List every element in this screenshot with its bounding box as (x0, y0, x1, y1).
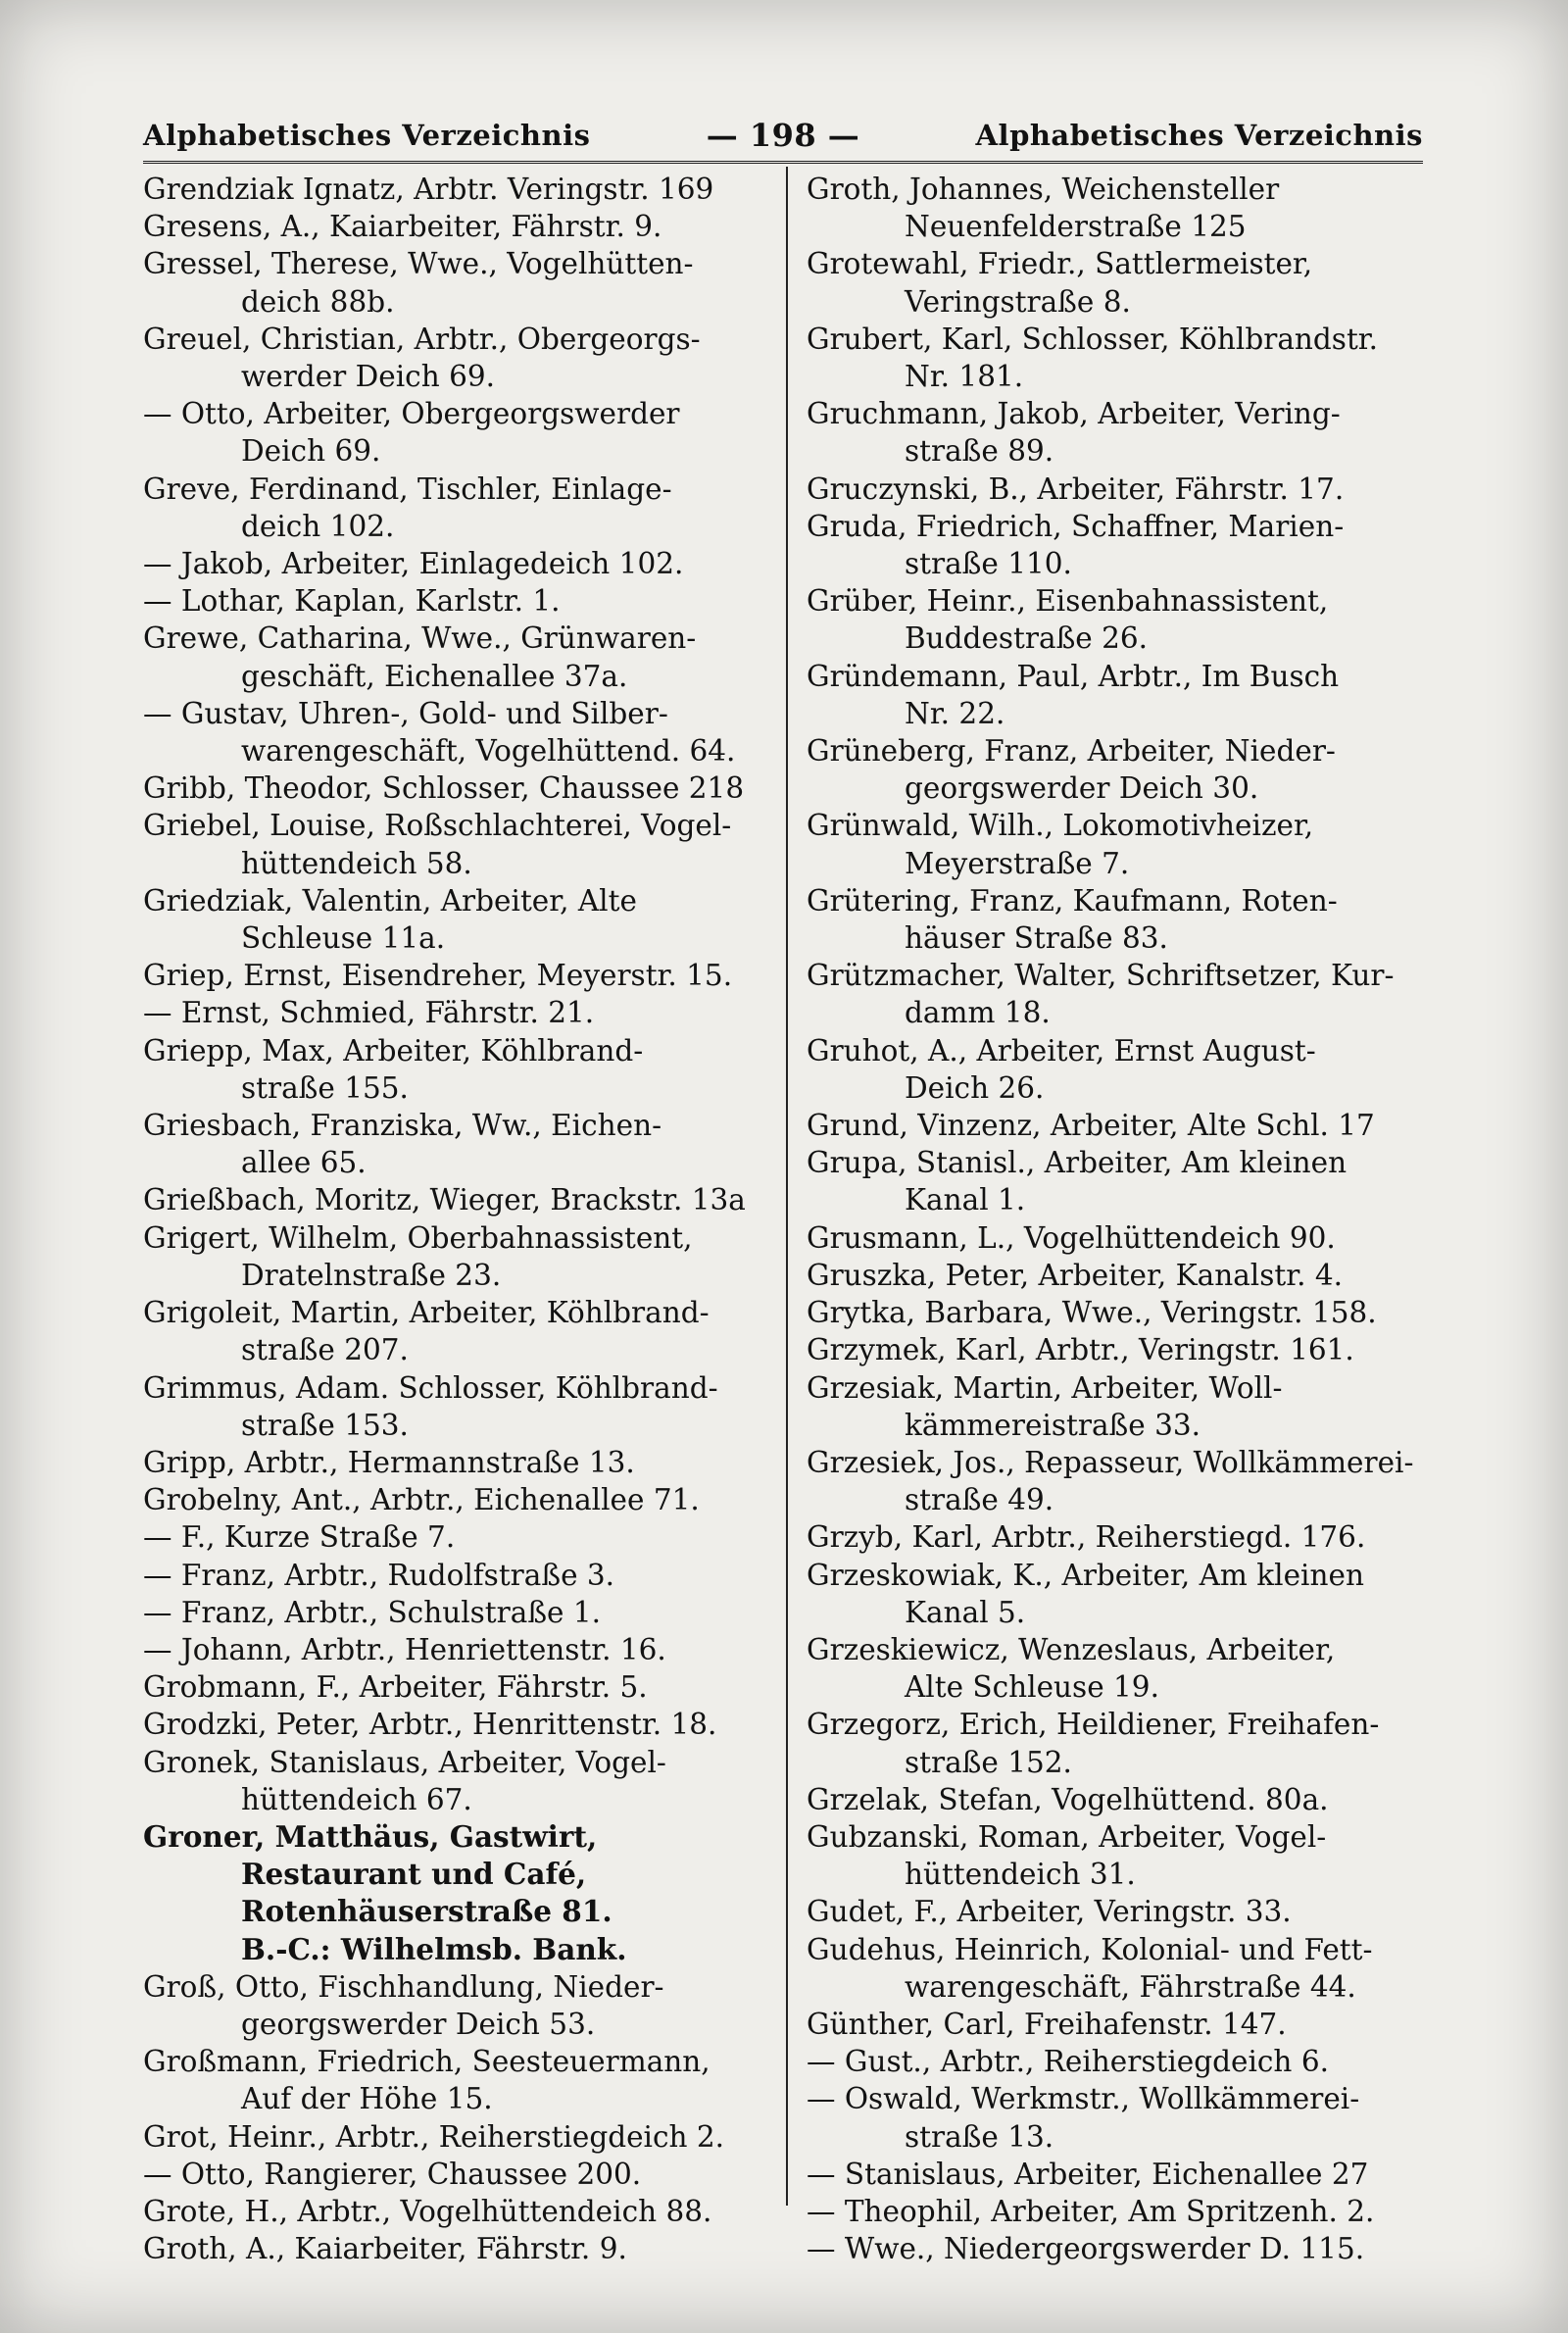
directory-entry (807, 658, 1434, 732)
entry-continuation-line: Nr. 22. (905, 696, 1005, 730)
entry-line: Gudehus, Heinrich, Kolonial- und Fett- (807, 1932, 1373, 1966)
directory-entry (807, 1032, 1434, 1107)
entry-line: Grytka, Barbara, Wwe., Veringstr. 158. (807, 1296, 1377, 1330)
directory-entry (143, 1744, 770, 1818)
directory-entry (807, 882, 1434, 957)
column-divider (786, 167, 788, 2206)
entry-line: Günther, Carl, Freihafenstr. 147. (807, 2007, 1287, 2041)
entry-line: Grodzki, Peter, Arbtr., Henrittenstr. 18. (143, 1708, 717, 1742)
entry-line: Gruhot, A., Arbeiter, Ernst August- (807, 1033, 1316, 1067)
directory-entry (143, 1706, 770, 1743)
entry-continuation-line: Deich 69. (241, 434, 381, 469)
directory-entry (807, 1294, 1434, 1331)
entry-line: Grzeskowiak, K., Arbeiter, Am kleinen (807, 1558, 1364, 1592)
directory-entry (807, 2043, 1434, 2080)
directory-entry (143, 1032, 770, 1107)
entry-line: Gripp, Arbtr., Hermannstraße 13. (143, 1445, 635, 1479)
entry-line: — Ernst, Schmied, Fährstr. 21. (143, 996, 595, 1030)
directory-entry (143, 1557, 770, 1594)
entry-line: Gruchmann, Jakob, Arbeiter, Vering- (807, 397, 1341, 431)
directory-entry (143, 994, 770, 1031)
entry-line: Grüber, Heinr., Eisenbahnassistent, (807, 584, 1329, 619)
directory-entry (143, 208, 770, 245)
directory-entry (143, 1219, 770, 1294)
directory-entry (807, 1107, 1434, 1144)
entry-continuation-line: Restaurant und Café, (241, 1857, 587, 1892)
entry-line: — Stanislaus, Arbeiter, Eichenallee 27 (807, 2157, 1369, 2191)
directory-entry (143, 695, 770, 769)
directory-entry (143, 1294, 770, 1368)
entry-line: Grubert, Karl, Schlosser, Köhlbrandstr. (807, 322, 1379, 356)
entry-line: Grießbach, Moritz, Wieger, Brackstr. 13a (143, 1183, 746, 1217)
directory-entry (143, 620, 770, 694)
directory-entry (807, 321, 1434, 395)
entry-continuation-line: werder Deich 69. (241, 360, 495, 394)
entry-line: — F., Kurze Straße 7. (143, 1520, 456, 1555)
entry-line: Griepp, Max, Arbeiter, Köhlbrand- (143, 1033, 644, 1067)
entry-line: Greuel, Christian, Arbtr., Obergeorgs- (143, 322, 701, 356)
entry-line: Grzymek, Karl, Arbtr., Veringstr. 161. (807, 1333, 1354, 1367)
directory-entry (807, 957, 1434, 1031)
directory-entry (143, 321, 770, 395)
directory-entry (143, 2230, 770, 2267)
directory-entry (807, 1331, 1434, 1368)
entry-continuation-line: straße 110. (905, 547, 1072, 581)
directory-entry (143, 1518, 770, 1556)
entry-line: Griesbach, Franziska, Ww., Eichen- (143, 1109, 662, 1143)
entry-line: Gruszka, Peter, Arbeiter, Kanalstr. 4. (807, 1258, 1343, 1292)
entry-line: Greve, Ferdinand, Tischler, Einlage- (143, 472, 672, 506)
directory-entry (143, 2043, 770, 2117)
entry-continuation-line: hüttendeich 58. (241, 846, 472, 880)
entry-line: Grzeskiewicz, Wenzeslaus, Arbeiter, (807, 1632, 1336, 1666)
entry-continuation-line: Kanal 5. (905, 1595, 1026, 1629)
entry-line: — Gustav, Uhren-, Gold- und Silber- (143, 696, 668, 730)
entry-continuation-line: kämmereistraße 33. (905, 1408, 1201, 1442)
entry-line: Grzelak, Stefan, Vogelhüttend. 80a. (807, 1782, 1329, 1816)
entry-continuation-line: hüttendeich 31. (905, 1858, 1136, 1892)
entry-continuation-line: warengeschäft, Vogelhüttend. 64. (241, 734, 736, 769)
entry-line: — Otto, Arbeiter, Obergeorgswerder (143, 397, 680, 431)
directory-entry (143, 769, 770, 807)
entry-line: Grimmus, Adam. Schlosser, Köhlbrand- (143, 1370, 718, 1405)
entry-continuation-line: Neuenfelderstraße 125 (905, 210, 1247, 244)
entry-continuation-line: häuser Straße 83. (905, 921, 1168, 956)
directory-entry (807, 2156, 1434, 2193)
directory-entry (143, 2156, 770, 2193)
directory-entry (143, 807, 770, 881)
directory-entry (807, 1557, 1434, 1631)
entry-continuation-line: Deich 26. (905, 1070, 1045, 1105)
running-header (143, 110, 1423, 161)
entry-continuation-line: Veringstraße 8. (905, 284, 1131, 319)
entry-line: Gressel, Therese, Wwe., Vogelhütten- (143, 247, 694, 281)
entry-line: Grund, Vinzenz, Arbeiter, Alte Schl. 17 (807, 1109, 1375, 1143)
header-right-title: Alphabetisches Verzeichnis (975, 119, 1423, 152)
entry-line: — Johann, Arbtr., Henriettenstr. 16. (143, 1632, 666, 1666)
directory-entry (807, 2080, 1434, 2155)
entry-line: Gubzanski, Roman, Arbeiter, Vogel- (807, 1819, 1327, 1854)
entry-line: Grzesiak, Martin, Arbeiter, Woll- (807, 1370, 1283, 1405)
entry-continuation-line: Auf der Höhe 15. (241, 2082, 493, 2116)
right-column (807, 171, 1434, 2267)
entry-line: — Oswald, Werkmstr., Wollkämmerei- (807, 2082, 1360, 2116)
directory-entry (143, 957, 770, 994)
directory-entry (807, 1219, 1434, 1257)
directory-entry (143, 1481, 770, 1518)
entry-line: Grobelny, Ant., Arbtr., Eichenallee 71. (143, 1483, 700, 1517)
entry-line: Grobmann, F., Arbeiter, Fährstr. 5. (143, 1670, 648, 1705)
entry-continuation-line: straße 153. (241, 1408, 409, 1442)
entry-line: Grendziak Ignatz, Arbtr. Veringstr. 169 (143, 173, 714, 206)
entry-line: Griedziak, Valentin, Arbeiter, Alte (143, 883, 637, 918)
directory-entry (807, 471, 1434, 508)
entry-line: Grote, H., Arbtr., Vogelhüttendeich 88. (143, 2194, 712, 2228)
directory-entry (807, 395, 1434, 470)
entry-line: Gudet, F., Arbeiter, Veringstr. 33. (807, 1895, 1292, 1929)
entry-line: Groß, Otto, Fischhandlung, Nieder- (143, 1969, 664, 2004)
entry-line: Gresens, A., Kaiarbeiter, Fährstr. 9. (143, 210, 662, 244)
directory-entry (143, 1968, 770, 2043)
entry-continuation-line: geschäft, Eichenallee 37a. (241, 659, 628, 693)
entry-continuation-line: hüttendeich 67. (241, 1782, 472, 1816)
entry-continuation-line: straße 89. (905, 434, 1054, 469)
entry-line: Gronek, Stanislaus, Arbeiter, Vogel- (143, 1745, 666, 1779)
directory-entry (807, 1706, 1434, 1780)
entry-continuation-line: Kanal 1. (905, 1183, 1026, 1217)
entry-line: — Franz, Arbtr., Schulstraße 1. (143, 1595, 602, 1629)
directory-entry (143, 1631, 770, 1668)
entry-line: — Jakob, Arbeiter, Einlagedeich 102. (143, 547, 684, 581)
entry-line: Gruczynski, B., Arbeiter, Fährstr. 17. (807, 472, 1345, 506)
entry-continuation-line: straße 152. (905, 1745, 1072, 1779)
entry-continuation-line: georgswerder Deich 30. (905, 771, 1259, 806)
entry-line: — Franz, Arbtr., Rudolfstraße 3. (143, 1558, 615, 1592)
directory-entry (807, 1369, 1434, 1444)
entry-line: Grüneberg, Franz, Arbeiter, Nieder- (807, 734, 1336, 769)
directory-entry (143, 2118, 770, 2156)
directory-entry (807, 2006, 1434, 2043)
directory-entry (807, 732, 1434, 807)
entry-line: Groth, Johannes, Weichensteller (807, 173, 1280, 206)
entry-line: Gründemann, Paul, Arbtr., Im Busch (807, 659, 1340, 693)
directory-entry (143, 1668, 770, 1706)
entry-continuation-line: straße 13. (905, 2119, 1054, 2154)
directory-entry (807, 1631, 1434, 1706)
directory-entry (807, 582, 1434, 657)
directory-entry (807, 1931, 1434, 2006)
entry-line: — Wwe., Niedergeorgswerder D. 115. (807, 2232, 1365, 2266)
directory-entry (143, 395, 770, 470)
entry-line: Grotewahl, Friedr., Sattlermeister, (807, 247, 1313, 281)
directory-entry (143, 1594, 770, 1631)
directory-entry (807, 2193, 1434, 2230)
entry-line: Gruda, Friedrich, Schaffner, Marien- (807, 509, 1345, 543)
entry-continuation-line: Rotenhäuserstraße 81. (241, 1894, 612, 1929)
directory-entry (807, 171, 1434, 245)
entry-line: — Lothar, Kaplan, Karlstr. 1. (143, 584, 561, 619)
entry-line: — Gust., Arbtr., Reiherstiegdeich 6. (807, 2045, 1329, 2079)
entry-line: Grzesiek, Jos., Repasseur, Wollkämmerei- (807, 1445, 1414, 1479)
entry-line: Griep, Ernst, Eisendreher, Meyerstr. 15. (143, 959, 733, 993)
directory-entry (807, 1818, 1434, 1893)
directory-entry (143, 582, 770, 620)
entry-line: Groner, Matthäus, Gastwirt, (143, 1818, 598, 1854)
header-left-title: Alphabetisches Verzeichnis (143, 119, 591, 152)
entry-line: — Theophil, Arbeiter, Am Spritzenh. 2. (807, 2194, 1375, 2228)
directory-entry (143, 1818, 770, 1968)
directory-entry (807, 2230, 1434, 2267)
entry-line: Groth, A., Kaiarbeiter, Fährstr. 9. (143, 2232, 627, 2266)
entry-continuation-line: B.-C.: Wilhelmsb. Bank. (241, 1931, 627, 1966)
entry-continuation-line: straße 155. (241, 1070, 409, 1105)
entry-line: Grewe, Catharina, Wwe., Grünwaren- (143, 621, 697, 656)
directory-entry (807, 1893, 1434, 1930)
directory-entry (143, 545, 770, 582)
entry-continuation-line: Schleuse 11a. (241, 921, 446, 956)
entry-line: Grot, Heinr., Arbtr., Reiherstiegdeich 2. (143, 2119, 725, 2154)
entry-continuation-line: Meyerstraße 7. (905, 846, 1130, 880)
entry-continuation-line: damm 18. (905, 996, 1051, 1030)
entry-line: Grupa, Stanisl., Arbeiter, Am kleinen (807, 1146, 1348, 1180)
directory-entry (143, 1444, 770, 1481)
directory-entry (807, 1257, 1434, 1294)
entry-line: Grusmann, L., Vogelhüttendeich 90. (807, 1220, 1336, 1255)
directory-entry (143, 245, 770, 320)
directory-entry (143, 882, 770, 957)
entry-line: Grigert, Wilhelm, Oberbahnassistent, (143, 1220, 693, 1255)
directory-entry (143, 1181, 770, 1218)
directory-entry (143, 471, 770, 545)
entry-line: Gribb, Theodor, Schlosser, Chaussee 218 (143, 771, 745, 806)
entry-continuation-line: allee 65. (241, 1146, 367, 1180)
entry-continuation-line: deich 88b. (241, 284, 395, 319)
directory-entry (807, 245, 1434, 320)
entry-continuation-line: straße 49. (905, 1483, 1054, 1517)
page-number: — 198 — (706, 117, 860, 154)
entry-line: Griebel, Louise, Roßschlachterei, Vogel- (143, 809, 732, 843)
entry-continuation-line: Nr. 181. (905, 360, 1024, 394)
directory-entry (807, 1444, 1434, 1518)
entry-line: — Otto, Rangierer, Chaussee 200. (143, 2157, 642, 2191)
entry-continuation-line: deich 102. (241, 509, 395, 543)
directory-entry (807, 1518, 1434, 1556)
entry-line: Grütering, Franz, Kaufmann, Roten- (807, 883, 1338, 918)
entry-line: Grzyb, Karl, Arbtr., Reiherstiegd. 176. (807, 1520, 1366, 1555)
directory-entry (807, 1144, 1434, 1218)
directory-entry (143, 1107, 770, 1181)
entry-continuation-line: Alte Schleuse 19. (905, 1670, 1159, 1705)
entry-line: Großmann, Friedrich, Seesteuermann, (143, 2045, 710, 2079)
entry-continuation-line: Buddestraße 26. (905, 621, 1149, 656)
entry-line: Grigoleit, Martin, Arbeiter, Köhlbrand- (143, 1296, 710, 1330)
entry-continuation-line: straße 207. (241, 1333, 409, 1367)
directory-entry (143, 171, 770, 208)
entry-continuation-line: warengeschäft, Fährstraße 44. (905, 1969, 1356, 2004)
directory-entry (807, 807, 1434, 881)
entry-continuation-line: Dratelnstraße 23. (241, 1258, 502, 1292)
left-column (143, 171, 770, 2267)
entry-line: Grützmacher, Walter, Schriftsetzer, Kur- (807, 959, 1395, 993)
entry-line: Grünwald, Wilh., Lokomotivheizer, (807, 809, 1314, 843)
entry-continuation-line: georgswerder Deich 53. (241, 2007, 596, 2041)
entry-line: Grzegorz, Erich, Heildiener, Freihafen- (807, 1708, 1380, 1742)
header-rule (143, 161, 1423, 164)
directory-entry (143, 1369, 770, 1444)
directory-entry (807, 1781, 1434, 1818)
directory-entry (143, 2193, 770, 2230)
directory-entry (807, 508, 1434, 582)
